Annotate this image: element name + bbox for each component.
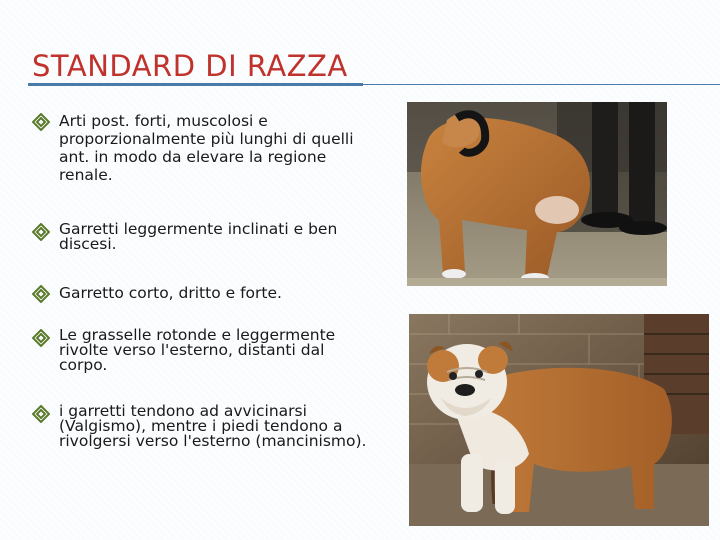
bulldog-hindquarters-illustration [407, 102, 667, 286]
bullet-text: Le grasselle rotonde e leggermente rivolte verso l'esterno, distanti dal corpo. [59, 326, 336, 374]
diamond-bullet-icon [32, 285, 50, 303]
diamond-bullet-icon [32, 223, 50, 241]
bullet-item [32, 222, 372, 252]
bullet-text: Garretto corto, dritto e forte. [59, 284, 282, 302]
diamond-bullet-icon [32, 329, 50, 347]
title-underline [28, 84, 720, 85]
bulldog-hindquarters-photo [407, 102, 667, 286]
bullet-item [32, 404, 372, 449]
bullet-text: Garretti leggermente inclinati e ben discesi. [59, 220, 338, 253]
bullet-item [32, 112, 372, 184]
bulldog-standing-photo [409, 314, 709, 526]
bulldog-standing-illustration [409, 314, 709, 526]
diamond-bullet-icon [32, 113, 50, 131]
bullet-item [32, 328, 372, 373]
slide-title: STANDARD DI RAZZA [32, 49, 348, 83]
diamond-bullet-icon [32, 405, 50, 423]
bullet-text: i garretti tendono ad avvicinarsi (Valgismo), mentre i piedi tendono a rivolgersi verso l'esterno (mancinismo). [59, 402, 367, 450]
bullet-text: Arti post. forti, muscolosi e proporzionalmente più lunghi di quelli ant. in modo da elevare la regione renale. [59, 112, 354, 184]
bullet-item [32, 284, 372, 303]
